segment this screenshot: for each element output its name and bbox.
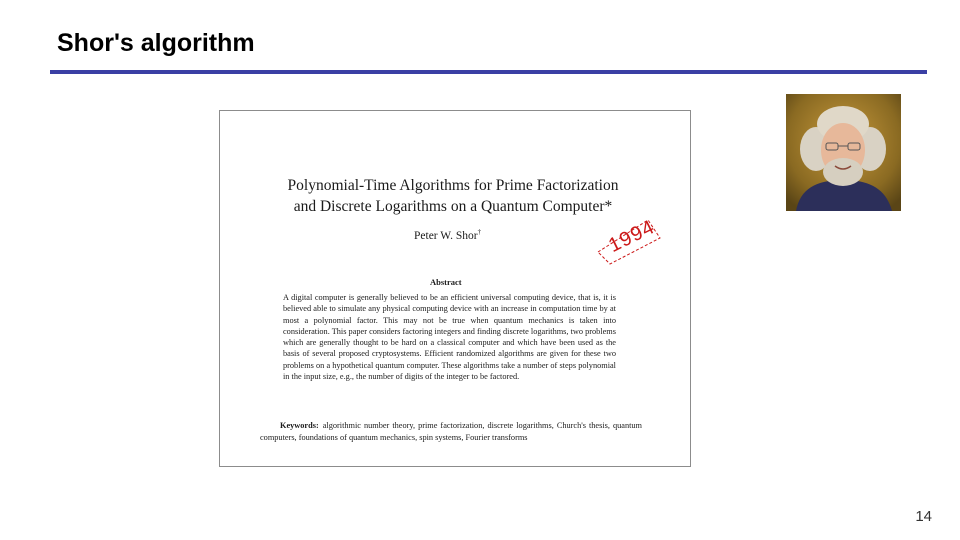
person-photo-icon [786, 94, 901, 211]
keywords-text: algorithmic number theory, prime factorization, discrete logarithms, Church's thesis, quantum computers, foundations of quantum mechanics, spin systems, Fourier transforms [260, 421, 642, 442]
keywords [260, 420, 642, 443]
keywords-heading: Keywords: [280, 421, 319, 430]
page-number: 14 [915, 508, 932, 525]
paper-author-mark: † [477, 228, 482, 236]
portrait-photo [786, 94, 901, 211]
paper-title-line-2: and Discrete Logarithms on a Quantum Computer* [293, 198, 613, 215]
paper-first-page-image [219, 110, 691, 467]
abstract-text: A digital computer is generally believed to be an efficient universal computing device, that is, it is believed able to simulate any physical computing device with an increase in computation time by at most a polynomial factor. This may not be true when quantum mechanics is taken into consideration. This paper considers factoring integers and finding discrete logarithms, two problems which are generally thought to be hard on a classical computer and which have been used as the basis of several proposed cryptosystems. Efficient randomized algorithms are given for these two problems on a hypothetical quantum computer. These algorithms take a number of steps polynomial in the input size, e.g., the number of digits of the integer to be factored. [283, 293, 616, 382]
year-stamp-text: 1994 [605, 215, 659, 258]
abstract-heading: Abstract [430, 277, 462, 287]
title-underline [50, 70, 927, 74]
paper-title [272, 175, 634, 217]
paper-author [414, 228, 481, 242]
paper-author-name: Peter W. Shor [414, 229, 478, 242]
paper-title-line-1: Polynomial-Time Algorithms for Prime Factorization [287, 177, 619, 194]
slide-title: Shor's algorithm [57, 29, 255, 57]
